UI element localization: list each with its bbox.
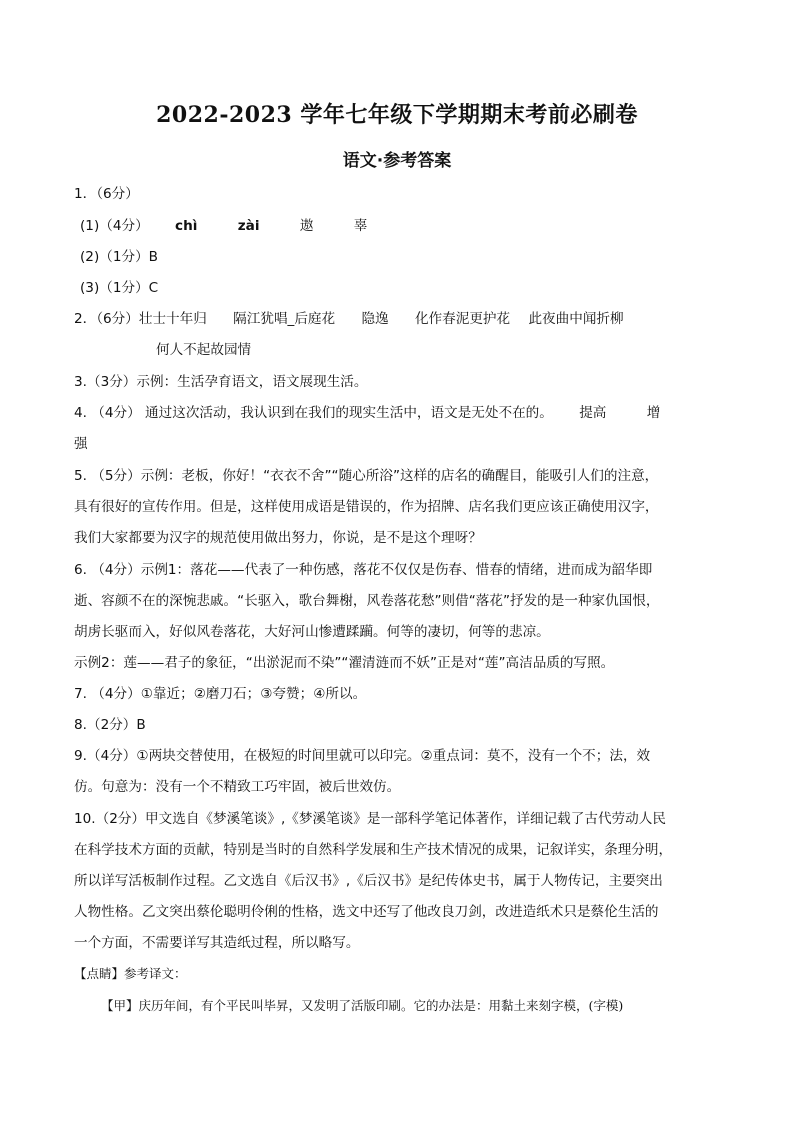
q2-answer-b: 隔江犹唱_后庭花 bbox=[233, 311, 336, 327]
q8-answer: 8.（2分）B bbox=[74, 717, 146, 733]
q7-answer: 7. （4分）①靠近；②磨刀石；③夸赞；④所以。 bbox=[74, 686, 367, 702]
q2-answer-d: 化作春泥更护花 bbox=[414, 311, 511, 327]
q5-line-3: 我们大家都要为汉字的规范使用做出努力，你说，是不是这个理呀？ bbox=[74, 530, 482, 546]
q4-answer-c: 强 bbox=[74, 436, 88, 452]
q10-line-4: 人物性格。乙文突出蔡伦聪明伶俐的性格，选文中还写了他改良刀剑，改进造纸术只是蔡伦生活的 bbox=[74, 904, 659, 920]
q4-answer-b: 增 bbox=[646, 405, 661, 421]
q10-line-1: 10.（2分）甲文选自《梦溪笔谈》,《梦溪笔谈》是一部科学笔记体著作，详细记载了古代劳动人民 bbox=[74, 811, 666, 827]
q2-answer-c: 隐逸 bbox=[361, 311, 389, 327]
q2-answer-e: 此夜曲中闻折柳 bbox=[528, 311, 624, 327]
q4-answer-a: 提高 bbox=[579, 405, 607, 421]
q1-char-d: 辜 bbox=[353, 218, 368, 234]
q1-pinyin-b: zài bbox=[237, 218, 260, 234]
page-subtitle: 语文·参考答案 bbox=[342, 151, 452, 171]
q10-line-5: 一个方面，不需要详写其造纸过程，所以略写。 bbox=[74, 935, 360, 951]
q2-line1 bbox=[74, 309, 734, 329]
q5-line-2: 具有很好的宣传作用。但是，这样使用成语是错误的，作为招牌、店名我们更应该正确使用汉字， bbox=[74, 499, 659, 515]
q5-line-1: 5. （5分）示例：老板，你好！“衣衣不舍”“随心所浴”这样的店名的确醒目，能吸引人们的注意， bbox=[74, 468, 659, 484]
q10-line-3: 所以详写活板制作过程。乙文选自《后汉书》,《后汉书》是纪传体史书，属于人物传记，主要突出 bbox=[74, 873, 663, 889]
page-title: 2022-2023 学年七年级下学期期末考前必刷卷 bbox=[156, 102, 638, 128]
q1-pinyin-a: chì bbox=[175, 218, 198, 234]
q3-answer: 3.（3分）示例：生活孕育语文，语文展现生活。 bbox=[74, 374, 368, 390]
note-body: 【甲】庆历年间，有个平民叫毕昇，又发明了活版印刷。它的办法是：用黏土来刻字模，(字模) bbox=[101, 998, 624, 1013]
q1-part1 bbox=[80, 216, 740, 236]
q4-answer-main: 4. （4分） 通过这次活动，我认识到在我们的现实生活中，语文是无处不在的。 bbox=[74, 405, 553, 421]
q2-answer-a: 壮士十年归 bbox=[138, 311, 207, 327]
note-label: 【点睛】参考译文： bbox=[74, 966, 187, 981]
q10-line-2: 在科学技术方面的贡献，特别是当时的自然科学发展和生产技术情况的成果，记叙详实，条理分明， bbox=[74, 842, 673, 858]
q2-label: 2．（6分） bbox=[74, 311, 139, 327]
q1-part2: (2)（1分）B bbox=[80, 249, 159, 265]
q6-line-1: 6. （4分）示例1：落花——代表了一种伤感，落花不仅仅是伤春、惜春的情绪，进而成为韶华即 bbox=[74, 562, 653, 578]
q6-line-2: 逝、容颜不在的深惋悲戚。“长驱入，歌台舞榭，风卷落花愁”则借“落花”抒发的是一种家仇国恨， bbox=[74, 593, 660, 609]
q4-line1 bbox=[74, 403, 734, 423]
q9-line-2: 仿。句意为：没有一个不精致工巧牢固，被后世效仿。 bbox=[74, 779, 401, 795]
q1-part3: (3)（1分）C bbox=[80, 280, 159, 296]
q6-line-4: 示例2：莲——君子的象征，“出淤泥而不染”“濯清涟而不妖”正是对“莲”高洁品质的写照。 bbox=[74, 655, 615, 671]
q1-char-c: 遨 bbox=[299, 218, 314, 234]
q9-line-1: 9.（4分）①两块交替使用，在极短的时间里就可以印完。②重点词：莫不，没有一个不；法，效 bbox=[74, 748, 651, 764]
q6-line-3: 胡虏长驱而入，好似风卷落花，大好河山惨遭蹂躏。何等的凄切，何等的悲凉。 bbox=[74, 624, 550, 640]
q1-part1-label: (1)（4分） bbox=[80, 218, 149, 234]
q1-label: 1．（6分） bbox=[74, 186, 139, 202]
q2-answer-f: 何人不起故园情 bbox=[156, 342, 252, 358]
